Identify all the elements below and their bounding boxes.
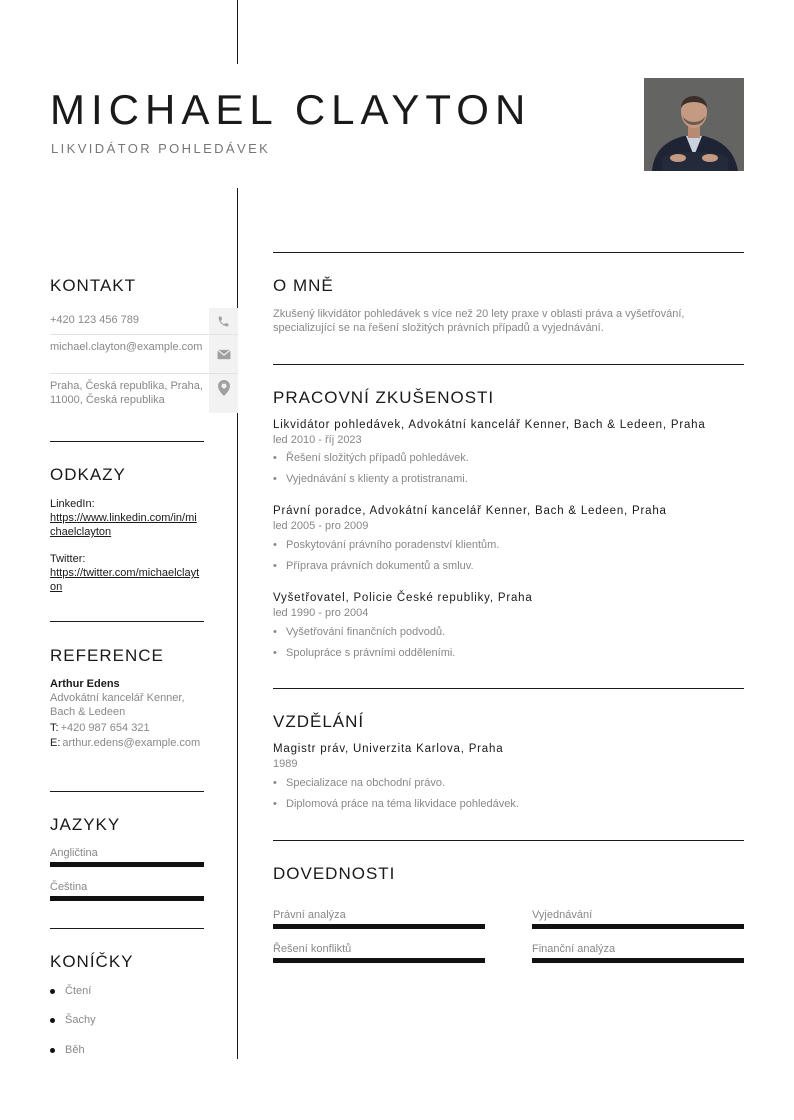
divider (273, 840, 744, 841)
reference-company: Advokátní kancelář Kenner, Bach & Ledeen (50, 692, 185, 718)
experience-section-title: PRACOVNÍ ZKUŠENOSTI (273, 388, 495, 407)
reference-phone-label: T: (50, 722, 59, 734)
bullet-dot-icon (50, 1048, 55, 1053)
divider (50, 791, 204, 792)
reference-email-row (50, 736, 202, 750)
top-divider-line (237, 0, 238, 64)
about-text: Zkušený likvidátor pohledávek s více než 20 lety praxe v oblasti práva a vyšetřování, specializující se na řešení složitých právních případů a vyjednávání. (273, 308, 685, 334)
job-bullet: • Řešení složitých případů pohledávek. (273, 452, 469, 464)
location-pin-icon (209, 374, 238, 413)
skills-section-title: DOVEDNOSTI (273, 864, 396, 883)
candidate-role: LIKVIDÁTOR POHLEDÁVEK (51, 141, 271, 156)
divider (273, 364, 744, 365)
job-bullet: • Příprava právních dokumentů a smluv. (273, 560, 474, 572)
language-level-bar (50, 862, 204, 867)
contact-address-row (50, 374, 238, 413)
hobby-item: Čtení (50, 985, 91, 997)
education-year: 1989 (273, 758, 298, 770)
bullet-dot-icon (50, 989, 55, 994)
job-title: Vyšetřovatel, Policie České republiky, Praha (273, 592, 533, 604)
skill-level-bar (273, 958, 485, 963)
contact-address: Praha, Česká republika, Praha, 11000, Česká republika (50, 380, 203, 406)
education-bullet: • Diplomová práce na téma likvidace pohledávek. (273, 798, 519, 810)
job-date: led 1990 - pro 2004 (273, 607, 369, 619)
education-degree: Magistr práv, Univerzita Karlova, Praha (273, 743, 504, 755)
bullet-dot-icon (50, 1018, 55, 1023)
divider (50, 928, 204, 929)
skill-level-bar (532, 924, 744, 929)
twitter-link[interactable]: https://twitter.com/michaelclayton (50, 567, 200, 593)
reference-phone: +420 987 654 321 (60, 722, 150, 734)
skill-name: Vyjednávání (532, 909, 593, 921)
skill-name: Finanční analýza (532, 943, 616, 955)
candidate-name: MICHAEL CLAYTON (50, 86, 532, 133)
contact-email: michael.clayton@example.com (50, 341, 203, 353)
divider (50, 441, 204, 442)
reference-name: Arthur Edens (50, 678, 120, 690)
phone-icon (209, 308, 238, 334)
envelope-icon (209, 335, 238, 373)
job-date: led 2005 - pro 2009 (273, 520, 369, 532)
job-title: Právní poradce, Advokátní kancelář Kenner, Bach & Ledeen, Praha (273, 505, 667, 517)
job-bullet: • Vyšetřování finančních podvodů. (273, 626, 446, 638)
job-bullet: • Vyjednávání s klienty a protistranami. (273, 473, 468, 485)
job-bullet: • Poskytování právního poradenství klientům. (273, 539, 500, 551)
languages-section-title: JAZYKY (50, 815, 121, 834)
contact-phone-row (50, 308, 238, 335)
hobby-item: Šachy (50, 1014, 96, 1026)
divider (273, 252, 744, 253)
reference-phone-row (50, 721, 150, 735)
profile-photo (644, 78, 744, 171)
job-title: Likvidátor pohledávek, Advokátní kancelář Kenner, Bach & Ledeen, Praha (273, 419, 706, 431)
divider (50, 621, 204, 622)
divider (273, 688, 744, 689)
skill-level-bar (532, 958, 744, 963)
language-level-bar (50, 896, 204, 901)
skill-name: Právní analýza (273, 909, 346, 921)
linkedin-label: LinkedIn: (50, 498, 95, 510)
job-date: led 2010 - říj 2023 (273, 434, 362, 446)
education-bullet: • Specializace na obchodní právo. (273, 777, 445, 789)
reference-email-label: E: (50, 737, 61, 749)
education-section-title: VZDĚLÁNÍ (273, 712, 365, 731)
language-name: Angličtina (50, 847, 98, 859)
contact-section-title: KONTAKT (50, 276, 137, 295)
hobby-item: Běh (50, 1044, 85, 1056)
links-section-title: ODKAZY (50, 465, 126, 484)
contact-email-row (50, 335, 238, 374)
about-section-title: O MNĚ (273, 276, 334, 295)
reference-email: arthur.edens@example.com (62, 737, 201, 749)
language-name: Čeština (50, 881, 88, 893)
contact-phone: +420 123 456 789 (50, 314, 140, 326)
hobbies-section-title: KONÍČKY (50, 952, 134, 971)
reference-section-title: REFERENCE (50, 646, 164, 665)
job-bullet: • Spolupráce s právními odděleními. (273, 647, 456, 659)
twitter-label: Twitter: (50, 553, 86, 565)
skill-level-bar (273, 924, 485, 929)
skill-name: Řešení konfliktů (273, 943, 352, 955)
linkedin-link[interactable]: https://www.linkedin.com/in/michaelclayton (50, 512, 197, 538)
